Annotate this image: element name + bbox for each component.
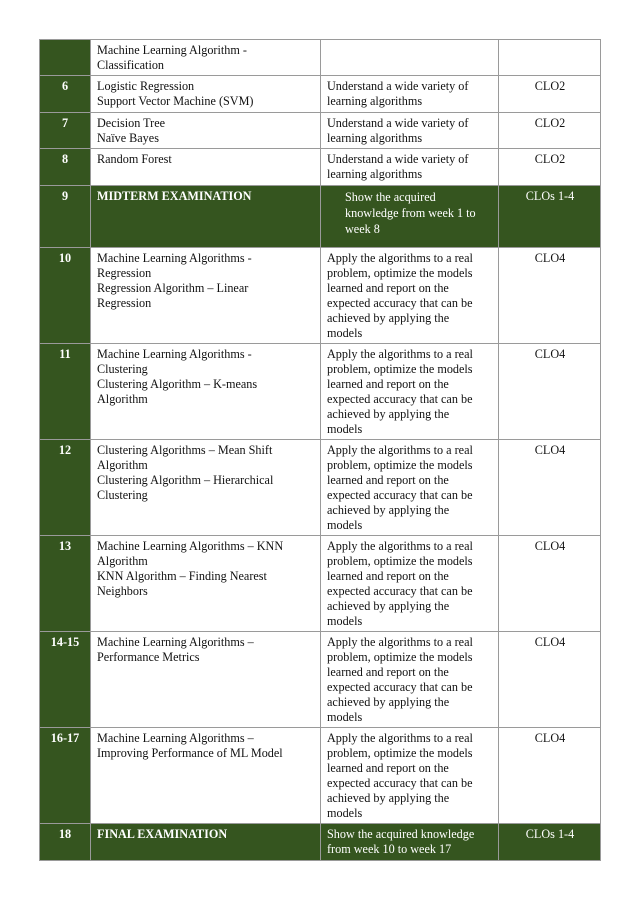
topic-cell: Machine Learning Algorithm - Classification: [91, 40, 321, 76]
topic-cell: Machine Learning Algorithms – KNN Algorithm KNN Algorithm – Finding Nearest Neighbors: [91, 536, 321, 632]
outcome-cell: Understand a wide variety of learning algorithms: [321, 76, 499, 113]
table-row: [40, 728, 601, 824]
outcome-cell: Apply the algorithms to a real problem, optimize the models learned and report on the expected accuracy that can be achieved by applying the models: [321, 536, 499, 632]
clo-cell: CLO4: [499, 440, 601, 536]
week-cell: 18: [40, 824, 91, 861]
week-cell: 8: [40, 149, 91, 186]
outcome-cell: Show the acquired knowledge from week 1 to week 8: [321, 186, 499, 248]
week-cell: 11: [40, 344, 91, 440]
table-row: [40, 344, 601, 440]
topic-cell: FINAL EXAMINATION: [91, 824, 321, 861]
clo-cell: CLO4: [499, 632, 601, 728]
outcome-cell: [321, 40, 499, 76]
table-row: [40, 248, 601, 344]
topic-cell: Machine Learning Algorithms – Improving Performance of ML Model: [91, 728, 321, 824]
topic-cell: Machine Learning Algorithms - Clustering Clustering Algorithm – K-means Algorithm: [91, 344, 321, 440]
clo-cell: [499, 40, 601, 76]
clo-cell: CLO4: [499, 536, 601, 632]
clo-cell: CLO2: [499, 76, 601, 113]
week-cell: 10: [40, 248, 91, 344]
course-schedule-table: [39, 39, 601, 861]
week-cell: 14-15: [40, 632, 91, 728]
outcome-cell: Apply the algorithms to a real problem, optimize the models learned and report on the expected accuracy that can be achieved by applying the models: [321, 440, 499, 536]
outcome-cell: Apply the algorithms to a real problem, optimize the models learned and report on the expected accuracy that can be achieved by applying the models: [321, 632, 499, 728]
week-cell: 12: [40, 440, 91, 536]
outcome-cell: Show the acquired knowledge from week 10 to week 17: [321, 824, 499, 861]
clo-cell: CLOs 1-4: [499, 824, 601, 861]
table-row: [40, 632, 601, 728]
clo-cell: CLO4: [499, 344, 601, 440]
topic-cell: Decision Tree Naïve Bayes: [91, 113, 321, 149]
table-row: [40, 40, 601, 76]
topic-cell: Machine Learning Algorithms – Performance Metrics: [91, 632, 321, 728]
schedule-body: [40, 40, 601, 861]
clo-cell: CLO2: [499, 149, 601, 186]
outcome-cell: Apply the algorithms to a real problem, optimize the models learned and report on the expected accuracy that can be achieved by applying the models: [321, 728, 499, 824]
exam-row: [40, 824, 601, 861]
clo-cell: CLO2: [499, 113, 601, 149]
table-row: [40, 440, 601, 536]
outcome-cell: Apply the algorithms to a real problem, optimize the models learned and report on the expected accuracy that can be achieved by applying the models: [321, 344, 499, 440]
week-cell: 9: [40, 186, 91, 248]
table-row: [40, 113, 601, 149]
table-row: [40, 149, 601, 186]
table-row: [40, 76, 601, 113]
clo-cell: CLOs 1-4: [499, 186, 601, 248]
week-cell: [40, 40, 91, 76]
outcome-cell: Apply the algorithms to a real problem, optimize the models learned and report on the expected accuracy that can be achieved by applying the models: [321, 248, 499, 344]
week-cell: 13: [40, 536, 91, 632]
topic-cell: Random Forest: [91, 149, 321, 186]
week-cell: 16-17: [40, 728, 91, 824]
table-row: [40, 536, 601, 632]
week-cell: 7: [40, 113, 91, 149]
outcome-cell: Understand a wide variety of learning algorithms: [321, 113, 499, 149]
topic-cell: Machine Learning Algorithms - Regression Regression Algorithm – Linear Regression: [91, 248, 321, 344]
exam-row: [40, 186, 601, 248]
clo-cell: CLO4: [499, 248, 601, 344]
clo-cell: CLO4: [499, 728, 601, 824]
topic-cell: Logistic Regression Support Vector Machine (SVM): [91, 76, 321, 113]
outcome-cell: Understand a wide variety of learning algorithms: [321, 149, 499, 186]
topic-cell: MIDTERM EXAMINATION: [91, 186, 321, 248]
week-cell: 6: [40, 76, 91, 113]
topic-cell: Clustering Algorithms – Mean Shift Algorithm Clustering Algorithm – Hierarchical Clustering: [91, 440, 321, 536]
